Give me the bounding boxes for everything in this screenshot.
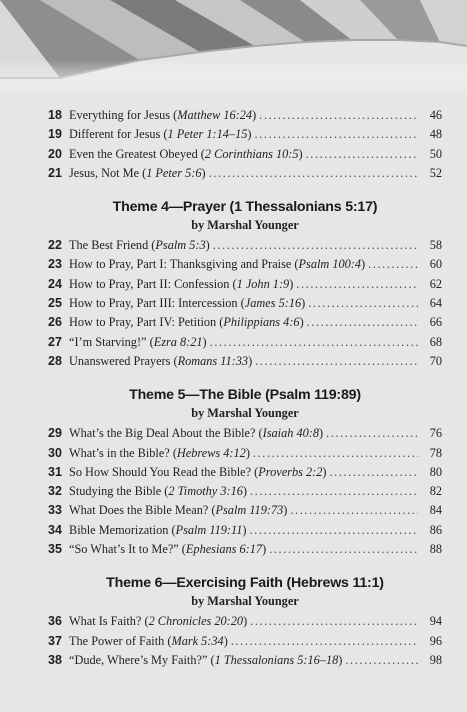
entry-title bbox=[69, 147, 303, 162]
entry-number: 25 bbox=[48, 296, 62, 311]
entry-title-text: Everything for Jesus ( bbox=[69, 108, 178, 122]
toc-entry[interactable] bbox=[48, 465, 442, 484]
entry-title-close: ) bbox=[201, 165, 206, 180]
entry-title-text: “So What’s It to Me?” ( bbox=[69, 542, 186, 557]
page-number: 60 bbox=[429, 257, 442, 272]
scripture-reference: Mark 5:34 bbox=[171, 633, 224, 648]
dot-leader bbox=[259, 108, 418, 123]
page-number: 76 bbox=[429, 426, 442, 441]
toc-entry[interactable] bbox=[48, 484, 442, 503]
dot-leader bbox=[250, 523, 419, 538]
entry-title bbox=[69, 614, 247, 629]
entry-title bbox=[69, 108, 256, 123]
entry-number: 27 bbox=[48, 334, 62, 349]
theme-author: by Marshal Younger bbox=[191, 218, 299, 233]
scripture-reference: 2 Timothy 3:16 bbox=[168, 484, 243, 499]
scripture-reference: Philippians 4:6 bbox=[223, 315, 300, 330]
entry-title-close: ) bbox=[338, 652, 343, 667]
entry-title-text: How to Pray, Part IV: Petition ( bbox=[69, 315, 224, 330]
entry-title-text: The Best Friend ( bbox=[69, 238, 156, 253]
dot-leader bbox=[326, 426, 418, 441]
entry-title-text: What Is Faith? ( bbox=[69, 614, 149, 629]
dot-leader bbox=[253, 446, 418, 461]
page-number: 84 bbox=[429, 503, 442, 518]
dot-leader bbox=[209, 166, 418, 181]
theme-section bbox=[48, 199, 442, 373]
toc-entry[interactable] bbox=[48, 653, 442, 672]
entry-title-text: How to Pray, Part II: Confession ( bbox=[69, 276, 237, 291]
scripture-reference: 1 Thessalonians 5:16–18 bbox=[214, 652, 339, 667]
entry-title bbox=[69, 465, 326, 480]
entry-title-text: Unanswered Prayers ( bbox=[69, 353, 178, 368]
entry-title-text: What’s in the Bible? ( bbox=[69, 445, 177, 460]
scripture-reference: 2 Chronicles 20:20 bbox=[148, 614, 244, 629]
entry-title bbox=[69, 127, 252, 142]
scripture-reference: 2 Corinthians 10:5 bbox=[204, 146, 299, 161]
entry-title-text: Studying the Bible ( bbox=[69, 484, 169, 499]
page-number: 50 bbox=[429, 146, 442, 161]
page-number: 94 bbox=[429, 614, 442, 629]
scripture-reference: Hebrews 4:12 bbox=[176, 445, 246, 460]
toc-entry[interactable] bbox=[48, 503, 442, 522]
theme-section bbox=[48, 387, 442, 561]
toc-entry[interactable] bbox=[48, 296, 442, 315]
dot-leader bbox=[250, 614, 418, 629]
page-number: 58 bbox=[429, 238, 442, 253]
entry-title-close: ) bbox=[252, 108, 257, 122]
entry-title-close: ) bbox=[202, 334, 207, 349]
entry-title-close: ) bbox=[223, 633, 228, 648]
scripture-reference: Psalm 119:73 bbox=[215, 503, 284, 518]
theme-heading: Theme 4—Prayer (1 Thessalonians 5:17) bbox=[112, 199, 378, 216]
scripture-reference: Isaiah 40:8 bbox=[262, 426, 319, 441]
entry-title-text: “Dude, Where’s My Faith?” ( bbox=[69, 652, 215, 667]
entry-number: 32 bbox=[48, 484, 62, 499]
entry-number: 34 bbox=[48, 522, 62, 537]
page-number: 68 bbox=[429, 334, 442, 349]
scripture-reference: Proverbs 2:2 bbox=[258, 464, 323, 479]
page-number: 66 bbox=[429, 315, 442, 330]
entry-title-close: ) bbox=[322, 464, 327, 479]
theme-section bbox=[48, 575, 442, 672]
dot-leader bbox=[306, 147, 418, 162]
entry-title bbox=[69, 503, 287, 518]
entry-title-text: So How Should You Read the Bible? ( bbox=[69, 464, 259, 479]
themes-container bbox=[48, 199, 442, 672]
entry-title-text: Even the Greatest Obeyed ( bbox=[69, 146, 205, 161]
dot-leader bbox=[231, 634, 418, 649]
toc-entry[interactable] bbox=[48, 335, 442, 354]
entry-title bbox=[69, 277, 293, 292]
entry-title-text: Bible Memorization ( bbox=[69, 522, 176, 537]
entry-title-close: ) bbox=[301, 296, 306, 311]
entry-title bbox=[69, 484, 247, 499]
page-number: 86 bbox=[429, 522, 442, 537]
entry-number: 19 bbox=[48, 127, 62, 142]
dot-leader bbox=[255, 127, 419, 142]
entry-number: 30 bbox=[48, 445, 62, 460]
dot-leader bbox=[368, 257, 418, 272]
entry-title bbox=[69, 296, 305, 311]
entry-number: 23 bbox=[48, 257, 62, 272]
entry-number: 22 bbox=[48, 238, 62, 253]
entry-number: 37 bbox=[48, 633, 62, 648]
scripture-reference: Romans 11:33 bbox=[177, 353, 249, 368]
scripture-reference: Ephesians 6:17 bbox=[185, 542, 263, 557]
toc-entry[interactable] bbox=[48, 238, 442, 257]
dot-leader bbox=[213, 238, 418, 253]
entry-title-close: ) bbox=[299, 315, 304, 330]
dot-leader bbox=[296, 277, 418, 292]
page-number: 82 bbox=[429, 484, 442, 499]
entry-title bbox=[69, 354, 252, 369]
entry-title-close: ) bbox=[319, 426, 324, 441]
dot-leader bbox=[269, 542, 418, 557]
page-number: 96 bbox=[429, 633, 442, 648]
entry-number: 36 bbox=[48, 614, 62, 629]
dot-leader bbox=[329, 465, 418, 480]
toc-entry[interactable] bbox=[48, 354, 442, 373]
toc-entry[interactable] bbox=[48, 634, 442, 653]
entry-title-text: The Power of Faith ( bbox=[69, 633, 172, 648]
toc-entry[interactable] bbox=[48, 257, 442, 276]
scripture-reference: Psalm 5:3 bbox=[155, 238, 206, 253]
entry-title-close: ) bbox=[205, 238, 210, 253]
dot-leader bbox=[308, 296, 418, 311]
entry-number: 26 bbox=[48, 315, 62, 330]
entry-title bbox=[69, 238, 210, 253]
scripture-reference: Psalm 119:11 bbox=[175, 522, 243, 537]
theme-heading: Theme 5—The Bible (Psalm 119:89) bbox=[129, 387, 361, 404]
page-number: 64 bbox=[429, 296, 442, 311]
scripture-reference: Psalm 100:4 bbox=[298, 257, 362, 272]
entry-title bbox=[69, 653, 342, 668]
entry-title bbox=[69, 523, 247, 538]
entry-number: 29 bbox=[48, 426, 62, 441]
table-of-contents bbox=[48, 108, 442, 672]
toc-entry[interactable] bbox=[48, 277, 442, 296]
entry-title-text: What’s the Big Deal About the Bible? ( bbox=[69, 426, 263, 441]
entry-title-close: ) bbox=[242, 522, 247, 537]
toc-entry[interactable] bbox=[48, 127, 442, 146]
entry-title-text: Jesus, Not Me ( bbox=[69, 165, 147, 180]
entry-title-close: ) bbox=[242, 484, 247, 499]
toc-entry[interactable] bbox=[48, 166, 442, 185]
dot-leader bbox=[255, 354, 418, 369]
entry-title-text: “I’m Starving!” ( bbox=[69, 334, 154, 349]
entry-title bbox=[69, 257, 365, 272]
entry-number: 35 bbox=[48, 542, 62, 557]
entry-title-close: ) bbox=[262, 542, 267, 557]
toc-entry[interactable] bbox=[48, 147, 442, 166]
entry-title bbox=[69, 315, 304, 330]
theme-author: by Marshal Younger bbox=[191, 406, 299, 421]
header-banner-graphic bbox=[0, 0, 467, 95]
entry-title-text: Different for Jesus ( bbox=[69, 127, 168, 142]
toc-entry[interactable] bbox=[48, 614, 442, 633]
entry-number: 20 bbox=[48, 146, 62, 161]
dot-leader bbox=[290, 503, 418, 518]
entry-title bbox=[69, 335, 207, 350]
entry-title-close: ) bbox=[361, 257, 366, 272]
theme-heading: Theme 6—Exercising Faith (Hebrews 11:1) bbox=[106, 575, 384, 592]
toc-entry[interactable] bbox=[48, 523, 442, 542]
entry-title-close: ) bbox=[247, 127, 252, 142]
page-number: 88 bbox=[429, 542, 442, 557]
scripture-reference: Matthew 16:24 bbox=[177, 108, 253, 122]
page-number: 46 bbox=[429, 108, 442, 122]
entry-title-text: How to Pray, Part I: Thanksgiving and Praise ( bbox=[69, 257, 299, 272]
scripture-reference: James 5:16 bbox=[244, 296, 302, 311]
page-number: 48 bbox=[429, 127, 442, 142]
entry-number: 28 bbox=[48, 353, 62, 368]
page-number: 62 bbox=[429, 276, 442, 291]
entry-title-close: ) bbox=[248, 353, 253, 368]
entry-number: 33 bbox=[48, 503, 62, 518]
entry-title-text: How to Pray, Part III: Intercession ( bbox=[69, 296, 245, 311]
dot-leader bbox=[210, 335, 418, 350]
page-number: 70 bbox=[429, 353, 442, 368]
toc-entry[interactable] bbox=[48, 108, 442, 127]
toc-entry[interactable] bbox=[48, 542, 442, 561]
entry-title bbox=[69, 634, 228, 649]
page-number: 80 bbox=[429, 464, 442, 479]
entry-title-text: What Does the Bible Mean? ( bbox=[69, 503, 216, 518]
toc-entry[interactable] bbox=[48, 315, 442, 334]
page-number: 98 bbox=[429, 652, 442, 667]
toc-entry[interactable] bbox=[48, 446, 442, 465]
entry-title-close: ) bbox=[283, 503, 288, 518]
entry-number: 24 bbox=[48, 276, 62, 291]
scripture-reference: 1 Peter 1:14–15 bbox=[167, 127, 248, 142]
page-number: 52 bbox=[429, 165, 442, 180]
entry-title bbox=[69, 542, 266, 557]
entry-title bbox=[69, 446, 250, 461]
toc-entry[interactable] bbox=[48, 426, 442, 445]
entry-title-close: ) bbox=[243, 614, 248, 629]
page-number: 78 bbox=[429, 445, 442, 460]
scripture-reference: 1 Peter 5:6 bbox=[146, 165, 202, 180]
dot-leader bbox=[307, 315, 418, 330]
scripture-reference: 1 John 1:9 bbox=[236, 276, 290, 291]
entry-number: 21 bbox=[48, 165, 62, 180]
entry-number: 38 bbox=[48, 652, 62, 667]
scripture-reference: Ezra 8:21 bbox=[153, 334, 203, 349]
entry-title-close: ) bbox=[245, 445, 250, 460]
entry-number: 31 bbox=[48, 464, 62, 479]
dot-leader bbox=[345, 653, 418, 668]
entry-title-close: ) bbox=[298, 146, 303, 161]
intro-entries bbox=[48, 108, 442, 185]
dot-leader bbox=[250, 484, 418, 499]
entry-title bbox=[69, 426, 323, 441]
entry-title-close: ) bbox=[289, 276, 294, 291]
theme-author: by Marshal Younger bbox=[191, 594, 299, 609]
entry-title bbox=[69, 166, 206, 181]
entry-number: 18 bbox=[48, 108, 62, 122]
